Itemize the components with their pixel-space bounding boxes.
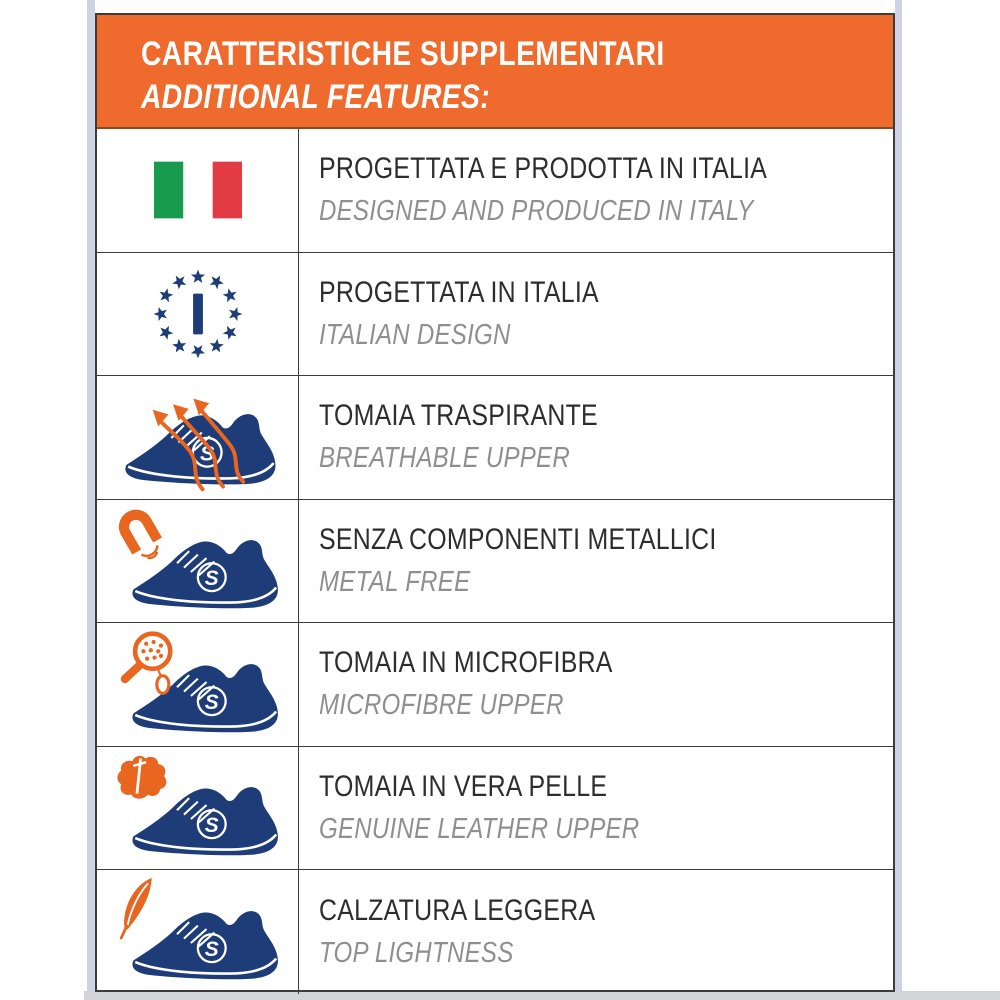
feature-title-english: ITALIAN DESIGN — [319, 318, 511, 351]
feature-title-english: DESIGNED AND PRODUCED IN ITALY — [319, 195, 754, 228]
lightweight-icon — [97, 870, 299, 994]
feature-title-italian: CALZATURA LEGGERA — [319, 893, 596, 927]
feature-row-genuine-leather — [97, 747, 893, 871]
feature-row-made-in-italy — [97, 129, 893, 253]
italy-flag-icon — [97, 129, 299, 252]
feature-title-italian: TOMAIA TRASPIRANTE — [319, 399, 598, 433]
feature-title-english: MICROFIBRE UPPER — [319, 689, 564, 722]
feature-row-italian-design — [97, 253, 893, 377]
features-table — [95, 13, 895, 992]
feature-title-english: TOP LIGHTNESS — [319, 936, 514, 969]
header-title-italian: CARATTERISTICHE SUPPLEMENTARI — [141, 35, 665, 73]
page-edge-strip-left — [87, 0, 95, 992]
feature-title-english: BREATHABLE UPPER — [319, 442, 570, 475]
feature-title-italian: TOMAIA IN VERA PELLE — [319, 769, 608, 803]
feature-row-lightweight — [97, 870, 893, 994]
genuine-leather-icon — [97, 747, 299, 870]
feature-title-italian: PROGETTATA E PRODOTTA IN ITALIA — [319, 152, 768, 186]
feature-title-italian: TOMAIA IN MICROFIBRA — [319, 646, 613, 680]
breathable-upper-icon — [97, 376, 299, 499]
metal-free-icon — [97, 500, 299, 623]
feature-title-english: GENUINE LEATHER UPPER — [319, 812, 640, 845]
feature-row-metal-free — [97, 500, 893, 624]
feature-title-english: METAL FREE — [319, 565, 471, 598]
feature-row-breathable — [97, 376, 893, 500]
feature-row-microfibre — [97, 623, 893, 747]
feature-title-italian: SENZA COMPONENTI METALLICI — [319, 522, 717, 556]
feature-title-italian: PROGETTATA IN ITALIA — [319, 275, 599, 309]
page-edge-strip-right — [895, 0, 902, 992]
header-title-english: ADDITIONAL FEATURES: — [141, 78, 491, 116]
italian-design-stars-icon — [97, 253, 299, 376]
microfibre-upper-icon — [97, 623, 299, 746]
features-header — [97, 15, 893, 129]
